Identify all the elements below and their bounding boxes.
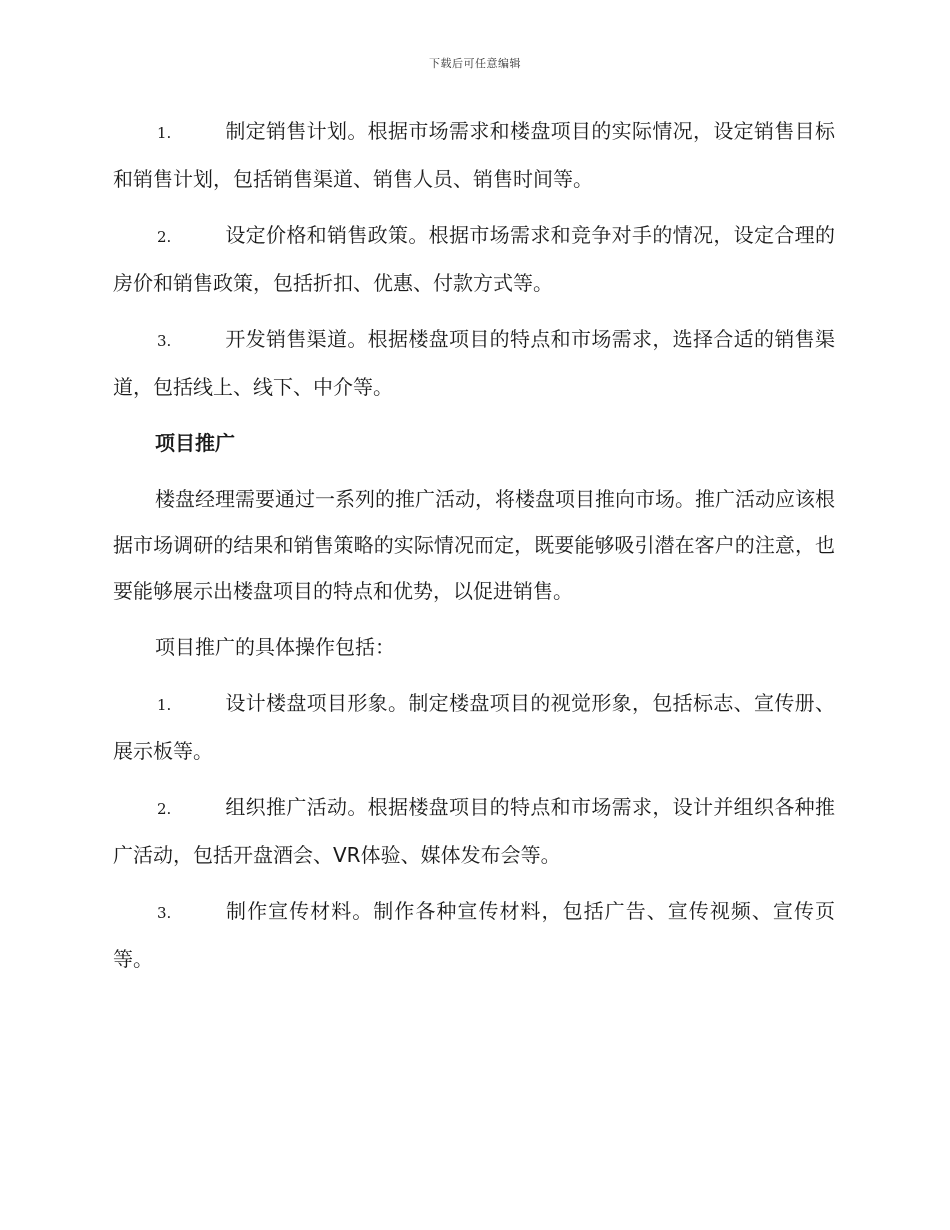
list-text: 开发销售渠道。根据楼盘项目的特点和市场需求，选择合适的销售渠道，包括线上、线下、中介等。 bbox=[113, 327, 835, 399]
paragraph: 项目推广的具体操作包括： bbox=[155, 635, 395, 659]
list-item bbox=[113, 108, 835, 202]
document-body bbox=[113, 108, 835, 992]
list-number: 1. bbox=[157, 696, 172, 714]
page-header: 下载后可任意编辑 bbox=[429, 57, 521, 70]
list-item bbox=[113, 316, 835, 410]
list-text: 设计楼盘项目形象。制定楼盘项目的视觉形象，包括标志、宣传册、展示板等。 bbox=[113, 691, 835, 763]
paragraph: 楼盘经理需要通过一系列的推广活动，将楼盘项目推向市场。推广活动应该根据市场调研的结果和销售策略的实际情况而定，既要能够吸引潜在客户的注意，也要能够展示出楼盘项目的特点和优势，以促进销售。 bbox=[113, 487, 835, 603]
list-item bbox=[113, 212, 835, 306]
list-number: 3. bbox=[157, 332, 172, 350]
list-text: 组织推广活动。根据楼盘项目的特点和市场需求，设计并组织各种推广活动，包括开盘酒会、VR体验、媒体发布会等。 bbox=[113, 795, 835, 867]
list-text: 制作宣传材料。制作各种宣传材料，包括广告、宣传视频、宣传页等。 bbox=[113, 899, 835, 971]
list-number: 1. bbox=[157, 124, 172, 142]
list-item bbox=[113, 888, 835, 982]
section-heading: 项目推广 bbox=[155, 431, 235, 455]
list-number: 3. bbox=[157, 904, 172, 922]
list-text: 制定销售计划。根据市场需求和楼盘项目的实际情况，设定销售目标和销售计划，包括销售渠道、销售人员、销售时间等。 bbox=[113, 119, 835, 191]
list-item bbox=[113, 680, 835, 774]
list-number: 2. bbox=[157, 228, 172, 246]
list-text: 设定价格和销售政策。根据市场需求和竞争对手的情况，设定合理的房价和销售政策，包括折扣、优惠、付款方式等。 bbox=[113, 223, 835, 295]
list-item bbox=[113, 784, 835, 878]
list-number: 2. bbox=[157, 800, 172, 818]
